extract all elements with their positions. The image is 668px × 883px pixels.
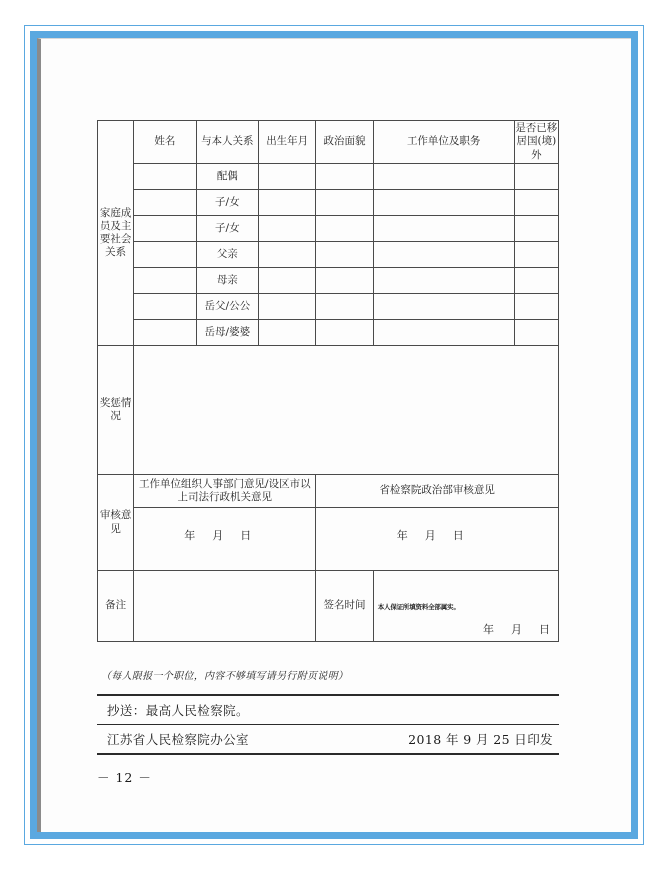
cell-political-status[interactable] (316, 242, 373, 268)
cell-birth-date[interactable] (259, 294, 316, 320)
cell-workplace[interactable] (373, 164, 514, 190)
pledge-statement: 本人保证所填资料全部属实。 (377, 603, 460, 612)
cell-political-status[interactable] (316, 268, 373, 294)
cell-workplace[interactable] (373, 190, 514, 216)
cell-workplace[interactable] (373, 216, 514, 242)
date-year-label: 年 (483, 623, 494, 637)
review-right-header: 省检察院政治部审核意见 (316, 475, 559, 508)
cell-name[interactable] (134, 320, 196, 346)
cell-name[interactable] (134, 294, 196, 320)
cell-relation: 子/女 (196, 190, 258, 216)
cc-line (97, 696, 559, 724)
column-header-relation: 与本人关系 (196, 121, 258, 164)
cell-name[interactable] (134, 268, 196, 294)
table-row (98, 320, 559, 346)
review-body-row (98, 508, 559, 571)
cell-political-status[interactable] (316, 164, 373, 190)
date-day-label: 日 (240, 529, 252, 543)
award-section-content[interactable] (134, 346, 559, 475)
remark-section-row (98, 571, 559, 642)
date-month-label: 月 (424, 529, 436, 543)
cell-birth-date[interactable] (259, 268, 316, 294)
cell-relation: 父亲 (196, 242, 258, 268)
cell-political-status[interactable] (316, 190, 373, 216)
family-section-label: 家庭成员及主要社会关系 (98, 121, 134, 346)
date-year-label: 年 (184, 529, 196, 543)
review-left-date (184, 529, 265, 549)
cell-political-status[interactable] (316, 320, 373, 346)
cell-abroad[interactable] (514, 320, 558, 346)
remark-section-content[interactable] (134, 571, 316, 642)
cell-abroad[interactable] (514, 164, 558, 190)
table-row (98, 268, 559, 294)
remark-section-label: 备注 (98, 571, 134, 642)
cell-workplace[interactable] (373, 268, 514, 294)
issue-date: 2018 年 9 月 25 日印发 (408, 732, 553, 747)
cell-workplace[interactable] (373, 320, 514, 346)
cell-relation: 岳母/婆婆 (196, 320, 258, 346)
cell-birth-date[interactable] (259, 242, 316, 268)
distribution-block (97, 694, 559, 755)
page-number: － 12 － (97, 770, 152, 785)
cell-political-status[interactable] (316, 216, 373, 242)
date-year-label: 年 (396, 529, 408, 543)
cell-name[interactable] (134, 216, 196, 242)
pledge-date (483, 623, 550, 637)
cell-abroad[interactable] (514, 216, 558, 242)
review-right-body[interactable] (316, 508, 559, 571)
column-header-political-status: 政治面貌 (316, 121, 373, 164)
sign-time-label: 签名时间 (316, 571, 373, 642)
distribution-bottom-rule (97, 753, 559, 755)
cell-relation: 母亲 (196, 268, 258, 294)
cell-birth-date[interactable] (259, 216, 316, 242)
column-header-workplace-position: 工作单位及职务 (373, 121, 514, 164)
table-row (98, 242, 559, 268)
cell-birth-date[interactable] (259, 164, 316, 190)
review-right-date (397, 529, 478, 549)
table-row (98, 190, 559, 216)
cell-relation: 岳父/公公 (196, 294, 258, 320)
cell-abroad[interactable] (514, 242, 558, 268)
cell-workplace[interactable] (373, 294, 514, 320)
review-left-header: 工作单位组织人事部门意见/设区市以上司法行政机关意见 (134, 475, 316, 508)
table-row (98, 164, 559, 190)
cell-name[interactable] (134, 242, 196, 268)
table-row (98, 294, 559, 320)
family-header-row (98, 121, 559, 164)
pledge-cell[interactable] (373, 571, 558, 642)
cell-abroad[interactable] (514, 268, 558, 294)
date-day-label: 日 (539, 623, 550, 637)
column-header-name: 姓名 (134, 121, 196, 164)
date-day-label: 日 (452, 529, 464, 543)
cell-abroad[interactable] (514, 190, 558, 216)
cc-text: 抄送：最高人民检察院。 (107, 703, 249, 718)
cell-workplace[interactable] (373, 242, 514, 268)
issuer-name: 江苏省人民检察院办公室 (107, 732, 249, 747)
cell-abroad[interactable] (514, 294, 558, 320)
form-footnote: （每人限报一个职位，内容不够填写请另行附页说明） (101, 671, 349, 682)
cell-political-status[interactable] (316, 294, 373, 320)
award-section-row (98, 346, 559, 475)
column-header-birth-date: 出生年月 (259, 121, 316, 164)
date-month-label: 月 (511, 623, 522, 637)
cell-relation: 配偶 (196, 164, 258, 190)
cell-name[interactable] (134, 190, 196, 216)
date-month-label: 月 (212, 529, 224, 543)
review-header-row (98, 475, 559, 508)
cell-name[interactable] (134, 164, 196, 190)
cell-birth-date[interactable] (259, 190, 316, 216)
award-section-label: 奖惩情况 (98, 346, 134, 475)
column-header-emigrated-abroad: 是否已移居国(境)外 (514, 121, 558, 164)
review-left-body[interactable] (134, 508, 316, 571)
cell-relation: 子/女 (196, 216, 258, 242)
applicant-form-table (97, 120, 559, 642)
review-section-label: 审核意见 (98, 475, 134, 571)
cell-birth-date[interactable] (259, 320, 316, 346)
table-row (98, 216, 559, 242)
issuer-line (97, 725, 559, 753)
